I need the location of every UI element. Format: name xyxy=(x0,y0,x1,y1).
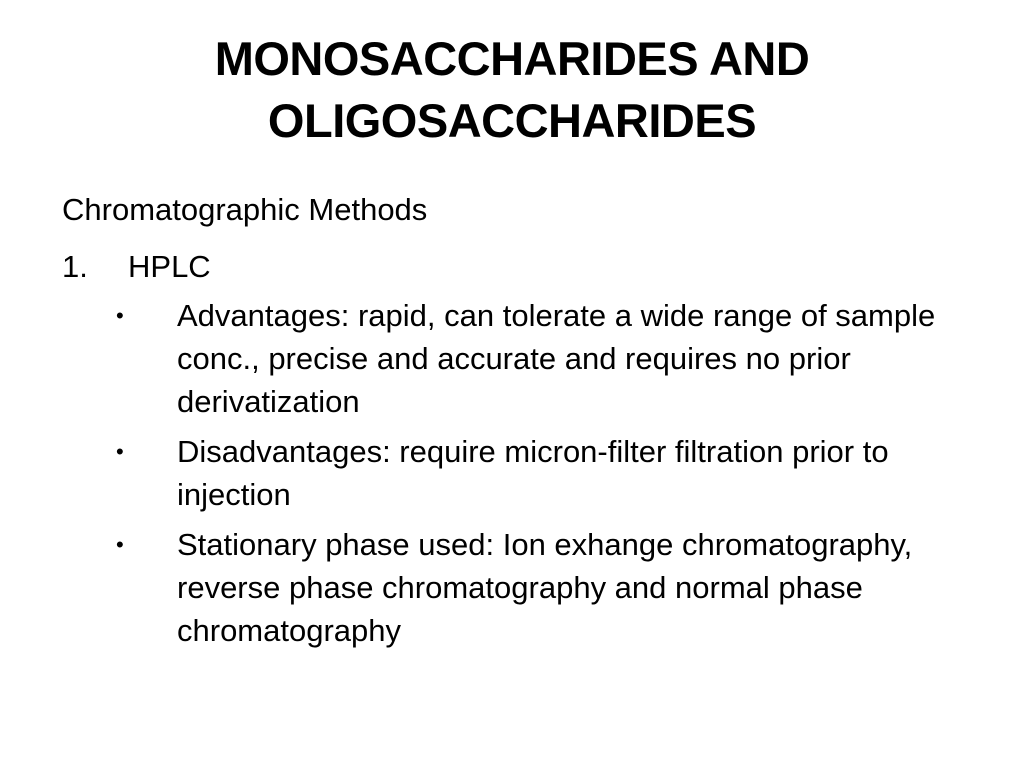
item-label: HPLC xyxy=(128,249,211,284)
bullet-icon: • xyxy=(116,303,124,328)
bullet-stationary-phase xyxy=(112,523,982,652)
bullet-icon: • xyxy=(116,439,124,464)
bullet-advantages xyxy=(112,294,982,423)
slide-title-line-1: MONOSACCHARIDES AND xyxy=(214,32,810,85)
bullet-text: Advantages: rapid, can tolerate a wide range of sample conc., precise and accurate and requires no prior derivatization xyxy=(177,298,936,419)
numbered-item-hplc xyxy=(62,245,982,288)
bullet-text: Disadvantages: require micron-filter filtration prior to injection xyxy=(177,434,889,512)
bullet-disadvantages xyxy=(112,430,982,516)
bullet-text: Stationary phase used: Ion exhange chromatography, reverse phase chromatography and normal phase chromatography xyxy=(177,527,913,648)
slide-title-line-2: OLIGOSACCHARIDES xyxy=(267,94,757,147)
slide-title xyxy=(40,28,984,152)
section-heading: Chromatographic Methods xyxy=(62,192,428,227)
item-number: 1. xyxy=(62,249,88,284)
bullet-icon: • xyxy=(116,532,124,557)
slide-content xyxy=(62,188,982,659)
bullet-list xyxy=(62,294,982,652)
